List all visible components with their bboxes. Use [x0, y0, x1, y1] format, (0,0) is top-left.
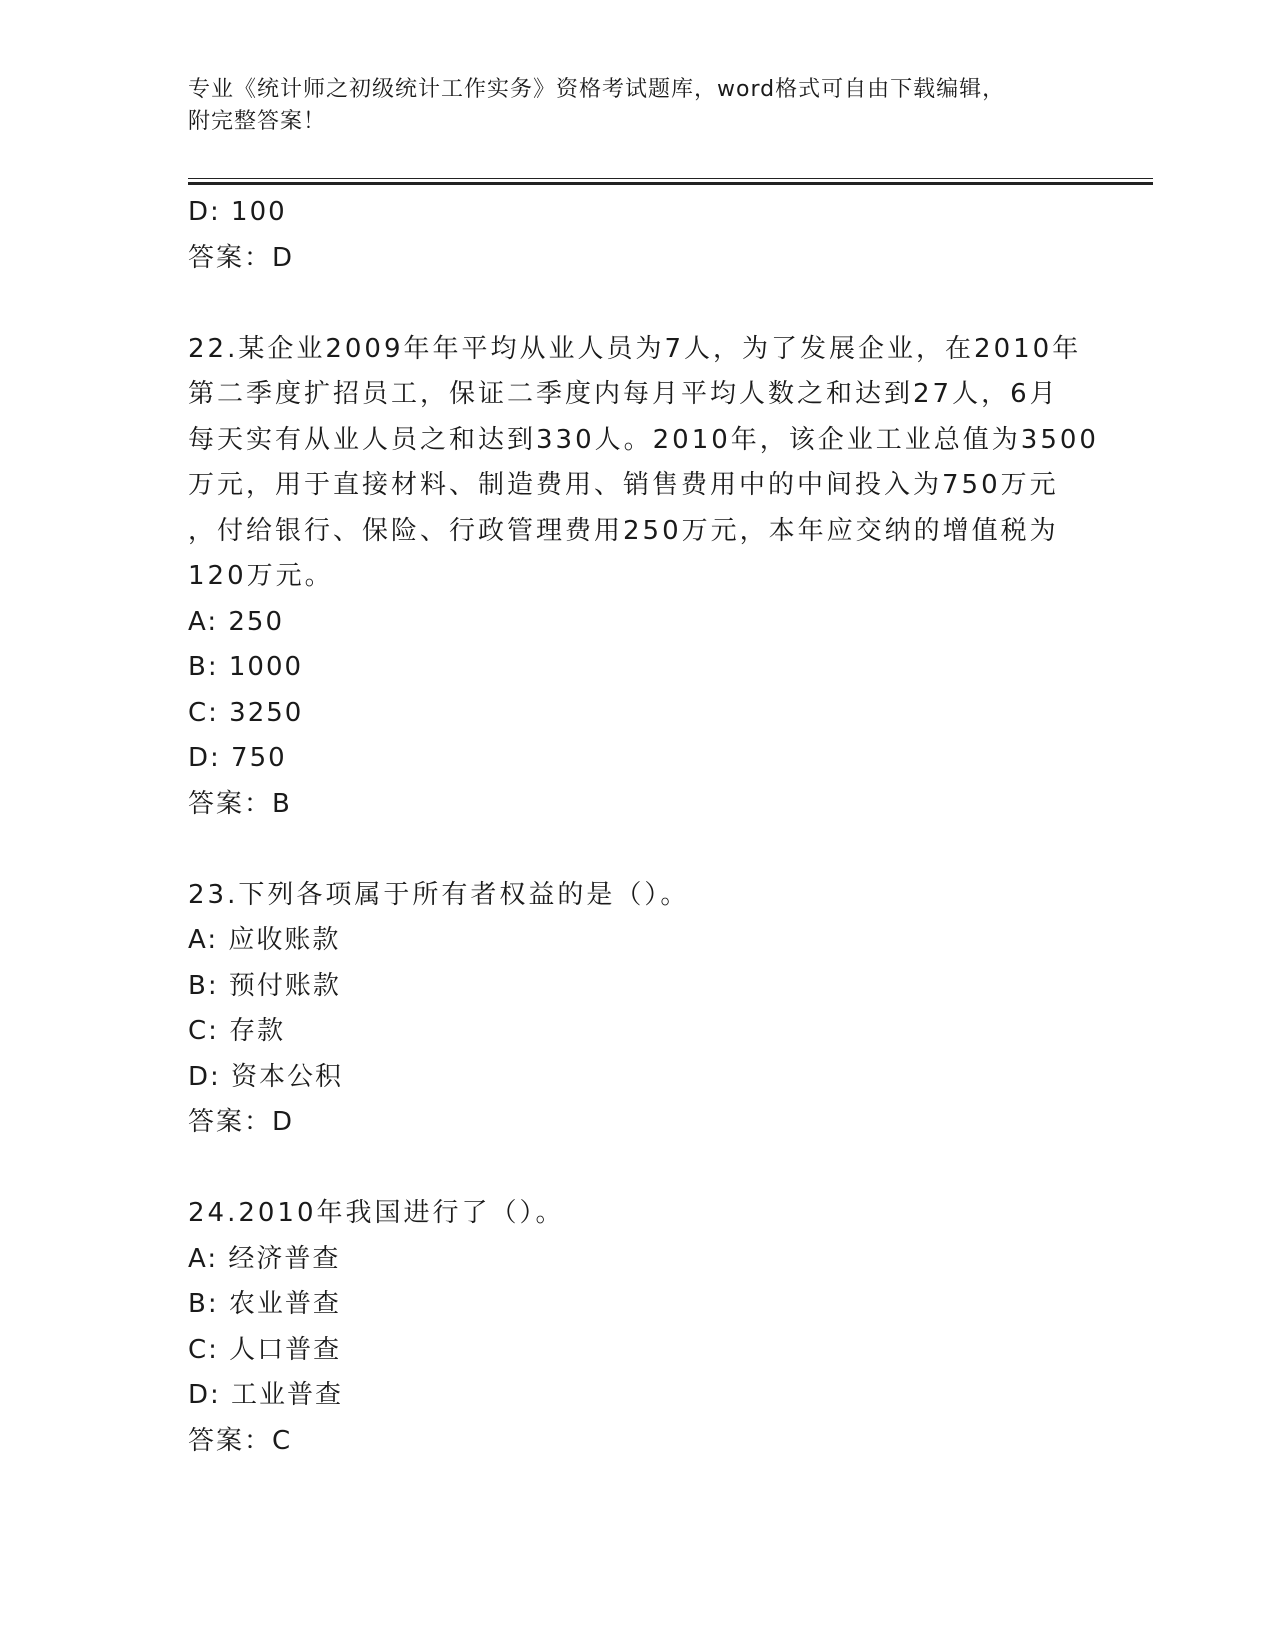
option-c: C: 人口普查: [188, 1334, 342, 1365]
question-stem: [188, 873, 1088, 919]
question-line: 每天实有从业人员之和达到330人。2010年，该企业工业总值为3500: [188, 424, 1099, 455]
option-a: A: 250: [188, 606, 284, 637]
spacer: [188, 1146, 1088, 1192]
question-22: [188, 327, 1099, 828]
option-a: A: 应收账款: [188, 925, 341, 955]
answer: 答案：C: [188, 1425, 293, 1456]
option-b: B: 农业普查: [188, 1289, 341, 1319]
header-divider-thin: [188, 178, 1153, 179]
option-c: C: 存款: [188, 1016, 286, 1046]
option-b: B: 1000: [188, 652, 304, 682]
option-d: D: 工业普查: [188, 1380, 344, 1410]
header-line-2: 附完整答案！: [188, 109, 327, 134]
question-23: [188, 873, 1088, 1146]
option-a: A: 经济普查: [188, 1243, 341, 1274]
option-d: D: 750: [188, 743, 287, 773]
question-line: 万元，用于直接材料、制造费用、销售费用中的中间投入为750万元: [188, 470, 1059, 500]
header-divider-thick: [188, 182, 1153, 185]
previous-question-tail: [188, 190, 1088, 281]
option-d: D: 资本公积: [188, 1061, 344, 1092]
question-line: 24.2010年我国进行了（）。: [188, 1198, 565, 1228]
answer: 答案：D: [188, 1107, 295, 1137]
spacer: [188, 827, 1088, 873]
option-b: B: 预付账款: [188, 970, 341, 1001]
question-line: 22.某企业2009年年平均从业人员为7人，为了发展企业，在2010年: [188, 333, 1082, 364]
document-body: [188, 190, 1099, 1464]
question-stem: [188, 1191, 1088, 1237]
answer: 答案：B: [188, 788, 292, 819]
question-line: 第二季度扩招员工，保证二季度内每月平均人数之和达到27人，6月: [188, 379, 1059, 409]
answer: 答案：D: [188, 242, 295, 273]
option-d: D: 100: [188, 197, 287, 227]
spacer: [188, 281, 1088, 327]
question-stem: [188, 327, 1099, 600]
question-24: [188, 1191, 1088, 1464]
question-line: ，付给银行、保险、行政管理费用250万元，本年应交纳的增值税为: [188, 515, 1059, 546]
question-line: 23.下列各项属于所有者权益的是（）。: [188, 879, 690, 910]
header-line-1: 专业《统计师之初级统计工作实务》资格考试题库，word格式可自由下载编辑，: [188, 77, 1006, 102]
question-line: 120万元。: [188, 561, 334, 591]
document-header: [188, 74, 1088, 138]
option-c: C: 3250: [188, 697, 304, 728]
